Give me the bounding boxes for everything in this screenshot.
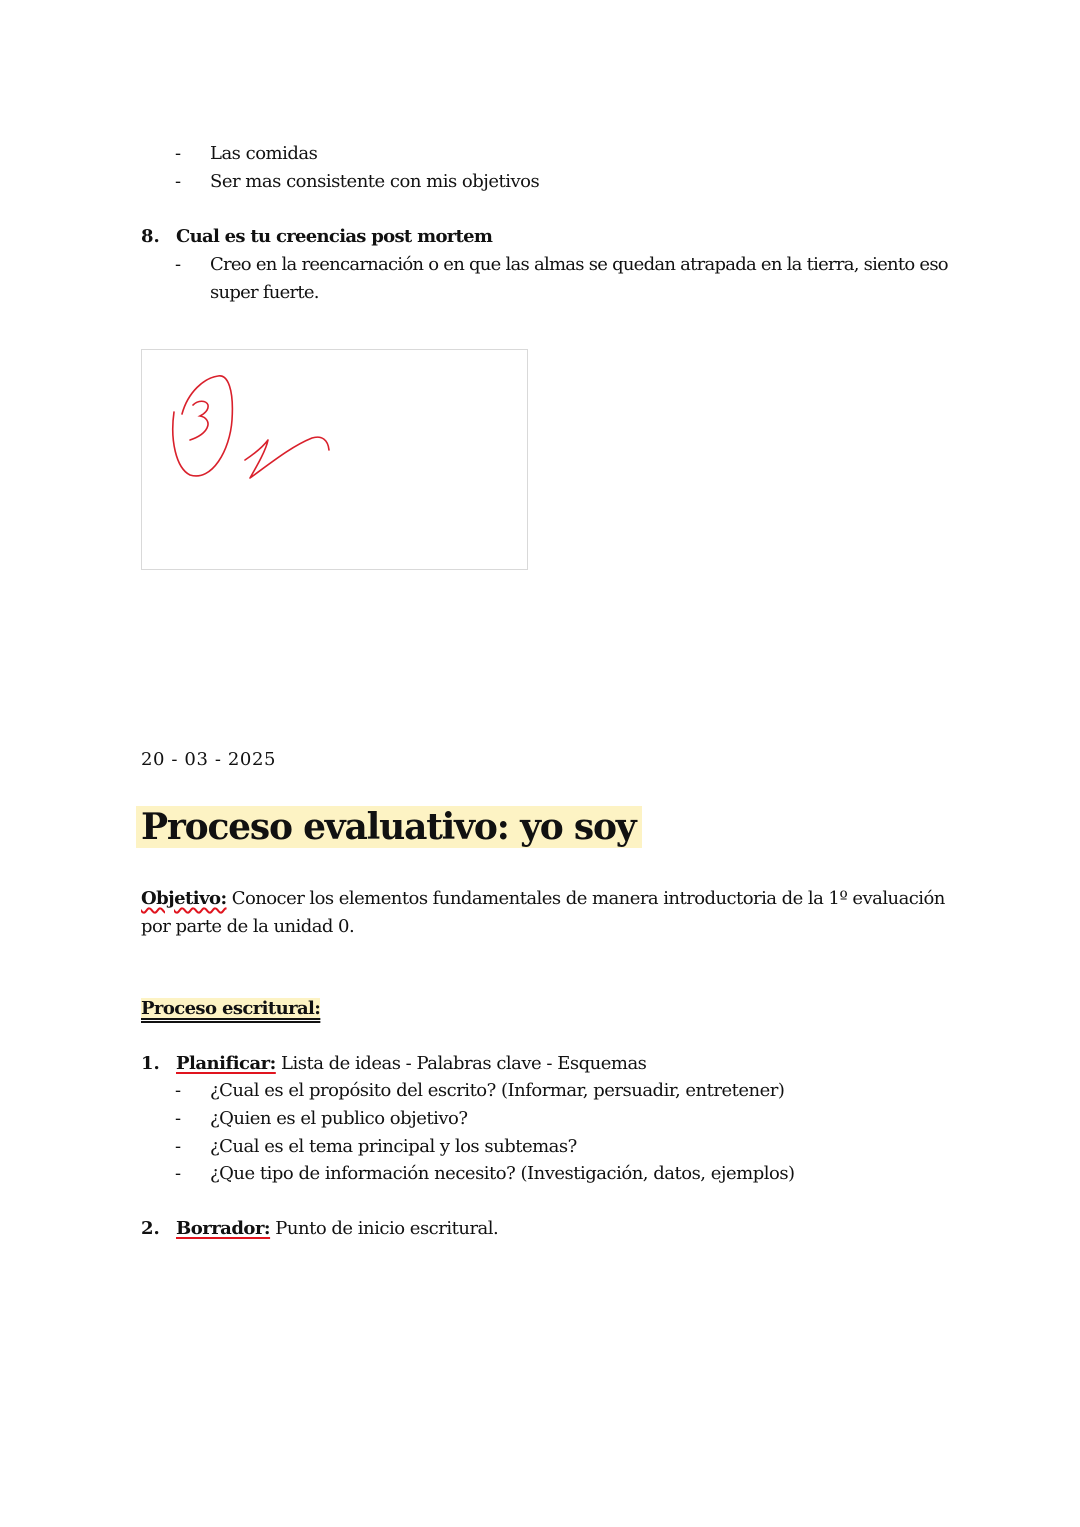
list-bullet: -	[175, 1108, 182, 1129]
objective-text: Conocer los elementos fundamentales de manera introductoria de la 1º evaluación	[226, 888, 945, 909]
step-heading	[176, 1050, 646, 1078]
entry-date: 20 - 03 - 2025	[141, 749, 277, 770]
step-label: Planificar:	[176, 1053, 276, 1074]
answer-line-2: super fuerte.	[210, 282, 319, 303]
step-bullet: ¿Cual es el tema principal y los subtemas?	[210, 1136, 577, 1157]
handwriting-drawing-box[interactable]	[141, 349, 528, 570]
list-item: Las comidas	[210, 143, 318, 164]
step-bullet: ¿Cual es el propósito del escrito? (Informar, persuadir, entretener)	[210, 1080, 785, 1101]
objective-label: Objetivo:	[141, 888, 227, 909]
handwritten-grade-icon	[142, 350, 527, 569]
question-number: 8.	[141, 226, 160, 247]
question-title: Cual es tu creencias post mortem	[176, 226, 493, 247]
step-bullet: ¿Que tipo de información necesito? (Investigación, datos, ejemplos)	[210, 1163, 795, 1184]
step-number: 2.	[141, 1218, 160, 1239]
list-bullet: -	[175, 1136, 182, 1157]
page-title: Proceso evaluativo: yo soy	[136, 806, 642, 848]
objective-line-1	[141, 885, 945, 913]
step-text: Lista de ideas - Palabras clave - Esquemas	[275, 1053, 647, 1074]
answer-line-1: Creo en la reencarnación o en que las almas se quedan atrapada en la tierra, siento eso	[210, 254, 948, 275]
list-bullet: -	[175, 143, 182, 164]
objective-line-2: por parte de la unidad 0.	[141, 916, 355, 937]
list-bullet: -	[175, 171, 182, 192]
step-text: Punto de inicio escritural.	[270, 1218, 499, 1239]
step-heading	[176, 1215, 498, 1243]
section-heading-text: Proceso escritural:	[141, 998, 321, 1019]
step-number: 1.	[141, 1053, 160, 1074]
list-item: Ser mas consistente con mis objetivos	[210, 171, 540, 192]
step-bullet: ¿Quien es el publico objetivo?	[210, 1108, 468, 1129]
step-label: Borrador:	[176, 1218, 271, 1239]
list-bullet: -	[175, 254, 182, 275]
list-bullet: -	[175, 1163, 182, 1184]
list-bullet: -	[175, 1080, 182, 1101]
section-heading	[139, 995, 322, 1023]
